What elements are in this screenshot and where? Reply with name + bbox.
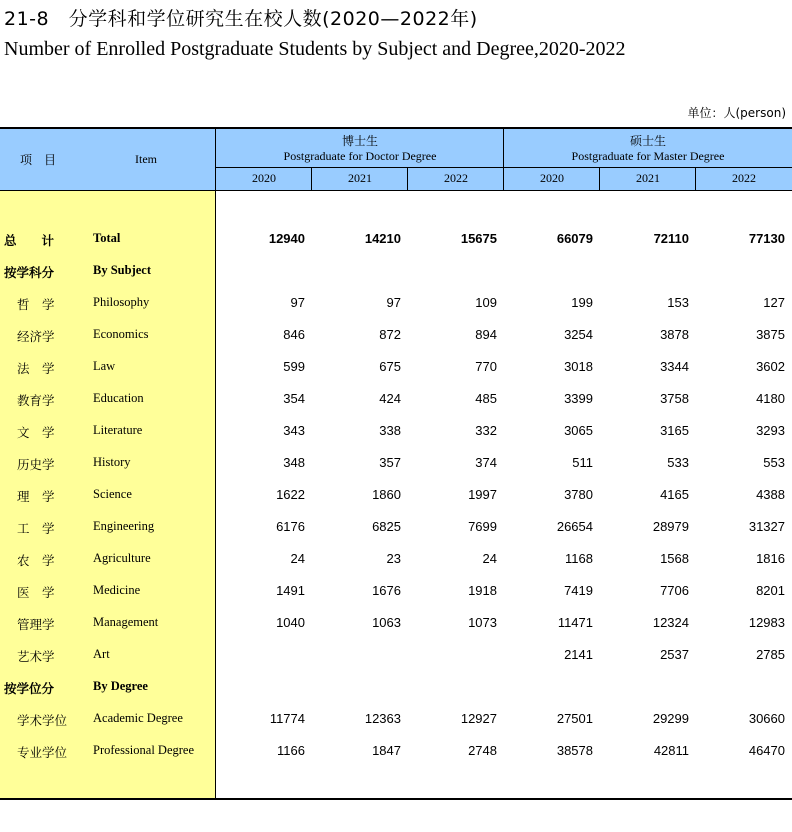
row-label-cn: 文 学: [17, 425, 55, 440]
value-cell: 11471: [557, 615, 593, 630]
value-cell: 6825: [372, 519, 401, 534]
row-label-cn: 艺术学: [17, 649, 55, 664]
value-cell: 11774: [269, 711, 305, 726]
row-label-en: Education: [93, 391, 144, 405]
value-cell: 3399: [564, 391, 593, 406]
value-cell: 3780: [564, 487, 593, 502]
row-label-cn: 教育学: [17, 393, 55, 408]
value-cell: 4388: [756, 487, 785, 502]
table-row: [0, 287, 792, 319]
value-cell: 2785: [756, 647, 785, 662]
year-header: 2020: [540, 171, 564, 185]
value-cell: 153: [667, 295, 689, 310]
table-row: [0, 511, 792, 543]
value-cell: 1168: [565, 551, 593, 566]
value-cell: 357: [379, 455, 401, 470]
row-label-en: Medicine: [93, 583, 141, 597]
row-label-en: Philosophy: [93, 295, 150, 309]
data-table: [0, 127, 792, 800]
header-bottom-rule: [0, 190, 792, 191]
row-label-cn: 农 学: [17, 553, 55, 568]
value-cell: 3875: [756, 327, 785, 342]
value-cell: 2141: [564, 647, 593, 662]
row-label-en: Engineering: [93, 519, 155, 533]
value-cell: 24: [290, 551, 305, 566]
value-cell: 38578: [556, 743, 593, 758]
value-cell: 1073: [468, 615, 497, 630]
table-title-english: Number of Enrolled Postgraduate Students by Subject and Degree,2020-2022: [4, 38, 626, 60]
header-item-cn: 项 目: [20, 153, 57, 167]
header-master-cn: 硕士生: [629, 134, 666, 148]
value-cell: 3344: [660, 359, 689, 374]
table-row: [0, 415, 792, 447]
value-cell: 894: [475, 327, 497, 342]
row-label-en: Art: [93, 647, 110, 661]
value-cell: 29299: [652, 711, 689, 726]
value-cell: 28979: [652, 519, 689, 534]
row-label-en: Agriculture: [93, 551, 151, 565]
value-cell: 338: [379, 423, 401, 438]
unit-label: 单位：人(person): [687, 106, 786, 120]
value-cell: 14210: [364, 231, 401, 246]
value-cell: 2537: [660, 647, 689, 662]
row-label-cn: 医 学: [17, 585, 55, 600]
value-cell: 1040: [276, 615, 305, 630]
table-row: [0, 479, 792, 511]
table-row: [0, 255, 792, 287]
value-cell: 7419: [564, 583, 593, 598]
value-cell: 1847: [372, 743, 401, 758]
value-cell: 3758: [660, 391, 689, 406]
value-cell: 3293: [756, 423, 785, 438]
row-label-cn: 历史学: [17, 457, 55, 472]
row-label-cn: 学术学位: [17, 713, 68, 728]
value-cell: 2748: [468, 743, 497, 758]
value-cell: 1622: [276, 487, 305, 502]
row-label-cn: 哲 学: [17, 297, 55, 312]
year-row-rule: [216, 167, 792, 168]
table-row: [0, 607, 792, 639]
value-cell: 1568: [660, 551, 689, 566]
value-cell: 511: [572, 455, 593, 470]
value-cell: 3165: [660, 423, 689, 438]
value-cell: 3065: [564, 423, 593, 438]
row-label-en: Total: [93, 231, 121, 245]
table-row: [0, 383, 792, 415]
table-row: [0, 351, 792, 383]
value-cell: 12983: [748, 615, 785, 630]
value-cell: 770: [475, 359, 497, 374]
value-cell: 374: [475, 455, 497, 470]
value-cell: 872: [379, 327, 401, 342]
value-cell: 3018: [564, 359, 593, 374]
value-cell: 66079: [556, 231, 593, 246]
value-cell: 675: [379, 359, 401, 374]
value-cell: 4165: [660, 487, 689, 502]
value-cell: 332: [475, 423, 497, 438]
value-cell: 12940: [268, 231, 305, 246]
table-row: [0, 735, 792, 767]
row-label-cn: 按学位分: [4, 681, 55, 696]
row-label-en: Science: [93, 487, 132, 501]
value-cell: 72110: [653, 231, 689, 246]
row-label-cn: 按学科分: [4, 265, 55, 280]
value-cell: 424: [379, 391, 401, 406]
row-label-en: By Subject: [93, 263, 151, 277]
row-label-cn: 管理学: [17, 617, 55, 632]
value-cell: 7706: [660, 583, 689, 598]
value-cell: 12927: [460, 711, 497, 726]
year-header: 2022: [444, 171, 468, 185]
value-cell: 97: [290, 295, 305, 310]
value-cell: 97: [386, 295, 401, 310]
row-label-cn: 理 学: [17, 489, 55, 504]
table-row: [0, 447, 792, 479]
value-cell: 348: [283, 455, 305, 470]
row-label-en: Literature: [93, 423, 143, 437]
table-row: [0, 543, 792, 575]
value-cell: 8201: [756, 583, 785, 598]
value-cell: 3254: [564, 327, 593, 342]
value-cell: 1918: [468, 583, 497, 598]
table-row: [0, 575, 792, 607]
value-cell: 23: [386, 551, 401, 566]
value-cell: 1166: [277, 743, 305, 758]
row-label-cn: 总 计: [4, 233, 55, 248]
table-row: [0, 223, 792, 255]
value-cell: 3878: [660, 327, 689, 342]
row-label-cn: 专业学位: [17, 745, 68, 760]
row-label-en: Management: [93, 615, 159, 629]
year-header: 2020: [252, 171, 276, 185]
value-cell: 15675: [460, 231, 497, 246]
value-cell: 599: [283, 359, 305, 374]
value-cell: 109: [475, 295, 497, 310]
value-cell: 31327: [748, 519, 785, 534]
header-master-en: Postgraduate for Master Degree: [571, 149, 725, 163]
value-cell: 127: [763, 295, 785, 310]
value-cell: 846: [283, 327, 305, 342]
value-cell: 27501: [556, 711, 593, 726]
table-top-rule: [0, 127, 792, 129]
value-cell: 1676: [372, 583, 401, 598]
row-label-cn: 法 学: [17, 361, 55, 376]
table-row: [0, 703, 792, 735]
row-label-en: History: [93, 455, 131, 469]
value-cell: 553: [763, 455, 785, 470]
year-header: 2022: [732, 171, 756, 185]
row-label-en: Academic Degree: [93, 711, 183, 725]
value-cell: 4180: [756, 391, 785, 406]
row-label-cn: 工 学: [17, 521, 55, 536]
value-cell: 199: [571, 295, 593, 310]
row-label-en: Law: [93, 359, 116, 373]
table-row: [0, 671, 792, 703]
row-label-en: Professional Degree: [93, 743, 195, 757]
table-bottom-rule: [0, 798, 792, 800]
year-header: 2021: [636, 171, 660, 185]
value-cell: 30660: [748, 711, 785, 726]
value-cell: 3602: [756, 359, 785, 374]
value-cell: 46470: [748, 743, 785, 758]
row-label-en: By Degree: [93, 679, 148, 693]
value-cell: 1063: [372, 615, 401, 630]
table-row: [0, 639, 792, 671]
value-cell: 26654: [556, 519, 593, 534]
header-doctor-cn: 博士生: [341, 134, 378, 148]
value-cell: 485: [475, 391, 497, 406]
value-cell: 12324: [652, 615, 689, 630]
value-cell: 7699: [468, 519, 497, 534]
value-cell: 1997: [468, 487, 497, 502]
value-cell: 42811: [653, 743, 689, 758]
value-cell: 12363: [364, 711, 401, 726]
header-doctor-en: Postgraduate for Doctor Degree: [283, 149, 437, 163]
table-title-chinese: 21-8 分学科和学位研究生在校人数(2020—2022年): [4, 8, 478, 30]
header-item-en: Item: [135, 152, 157, 166]
value-cell: 354: [283, 391, 305, 406]
value-cell: 533: [667, 455, 689, 470]
row-label-en: Economics: [93, 327, 149, 341]
value-cell: 1491: [276, 583, 305, 598]
value-cell: 343: [283, 423, 305, 438]
value-cell: 1816: [756, 551, 785, 566]
year-header: 2021: [348, 171, 372, 185]
table-row: [0, 319, 792, 351]
value-cell: 6176: [276, 519, 305, 534]
value-cell: 77130: [748, 231, 785, 246]
value-cell: 1860: [372, 487, 401, 502]
value-cell: 24: [482, 551, 497, 566]
row-label-cn: 经济学: [17, 329, 55, 344]
